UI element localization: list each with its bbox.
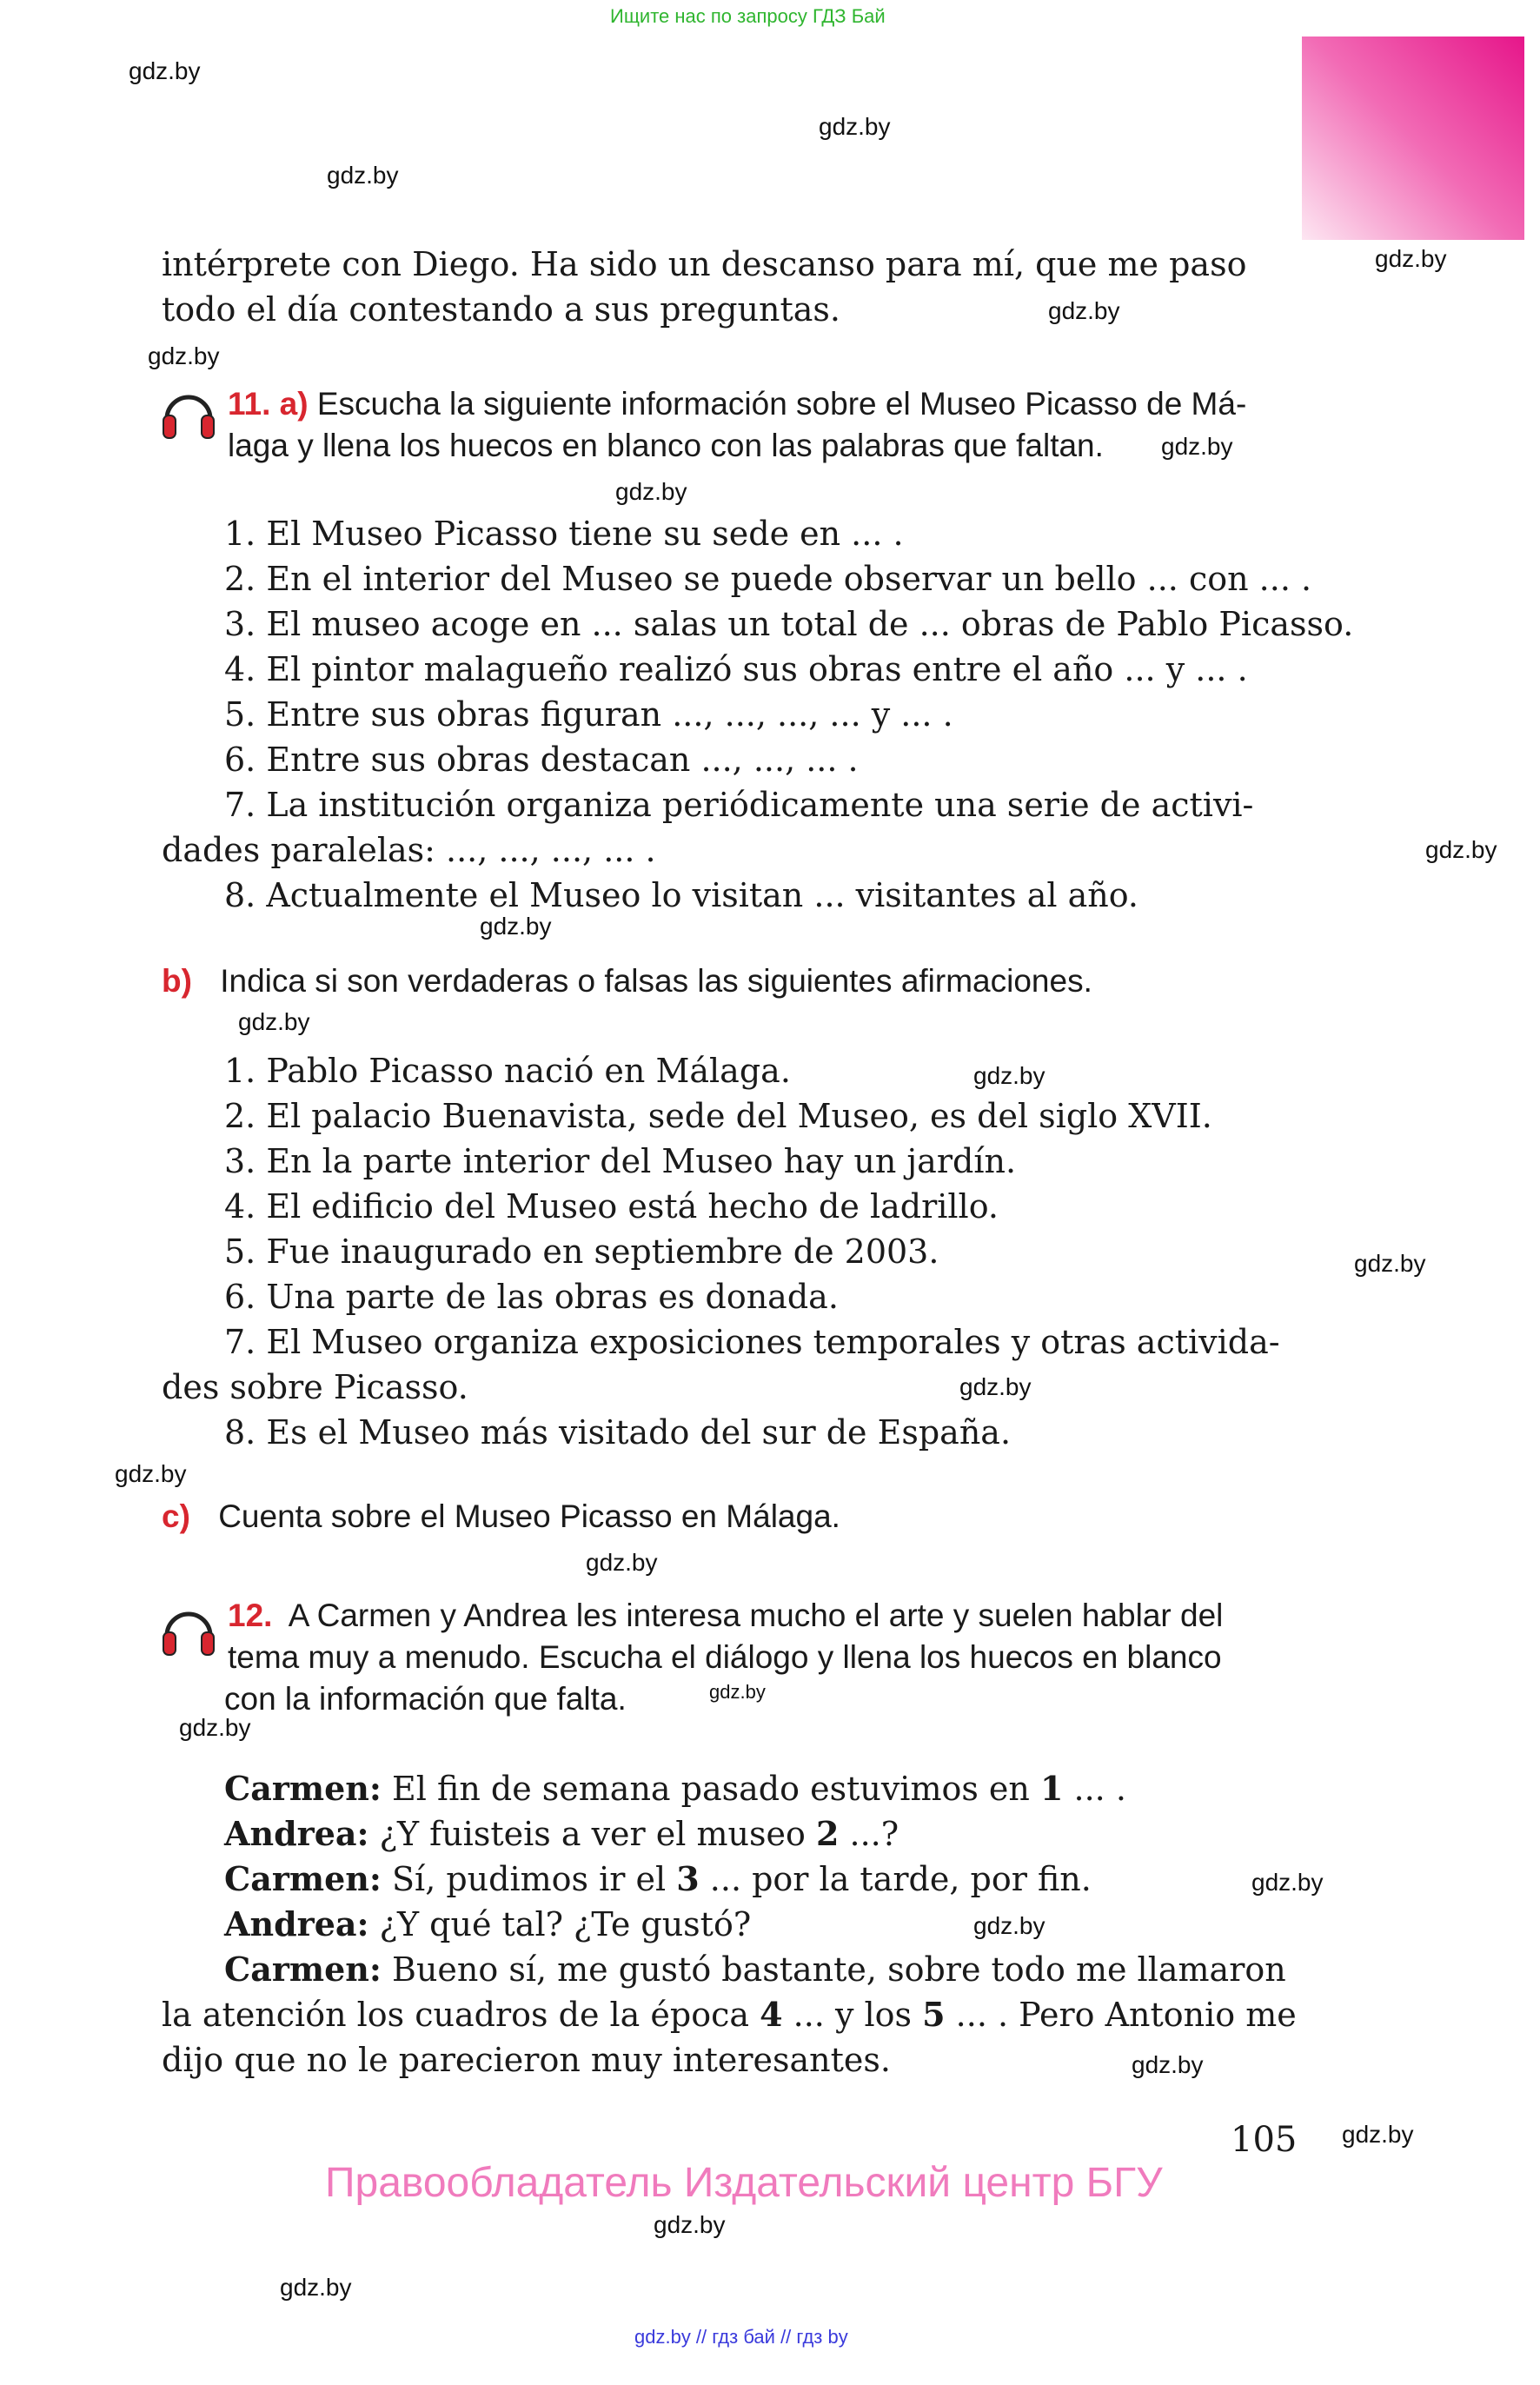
ex11b-item: 8. Es el Museo más visitado del sur de España. [224,1413,1012,1452]
speaker: Carmen: [224,1859,382,1898]
ex11b-label: b) [162,963,192,999]
ex11b-item: 5. Fue inaugurado en septiembre de 2003. [224,1232,939,1271]
bottom-links[interactable]: gdz.by // гдз бай // гдз by [634,2326,848,2348]
speaker: Andrea: [224,1904,369,1943]
dialog-line [162,1992,1297,2037]
watermark: gdz.by [327,162,399,189]
ex12-instr-line1: A Carmen y Andrea les interesa mucho el arte y suelen hablar del [288,1598,1224,1633]
dialog-text: ... y los [782,1996,923,2034]
dialog-line [224,1811,899,1857]
dialog-line [224,1857,1092,1902]
dialog-line [224,1947,1286,1992]
dialog-text: ... . [1063,1770,1126,1808]
watermark: gdz.by [280,2274,352,2301]
page-number: 105 [1231,2120,1298,2160]
watermark: gdz.by [709,1681,766,1703]
pink-corner-decoration [1302,37,1524,240]
dialog-text: ¿Y fuisteis a ver el museo [368,1815,816,1853]
dialog-text: Bueno sí, me gustó bastante, sobre todo me llamaron [381,1950,1286,1989]
top-banner: Ищите нас по запросу ГДЗ Бай [610,5,886,27]
ex11b-item: 3. En la parte interior del Museo hay un jardín. [224,1142,1017,1180]
watermark: gdz.by [1342,2121,1414,2148]
ex11c-label: c) [162,1498,190,1534]
dialog-text: ¿Y qué tal? ¿Te gustó? [368,1905,752,1943]
gap-number: 3 [676,1859,700,1898]
ex11a-item: 4. El pintor malagueño realizó sus obras entre el año ... y ... . [224,650,1248,688]
speaker: Carmen: [224,1950,382,1989]
speaker: Carmen: [224,1769,382,1808]
gap-number: 4 [760,1995,783,2034]
watermark: gdz.by [1132,2051,1204,2078]
dialog-line [224,1902,751,1947]
footer-rights: Правообладатель Издательский центр БГУ [325,2160,1163,2206]
dialog-text: la atención los cuadros de la época [162,1996,760,2034]
ex11b-instruction [162,963,1092,1000]
watermark: gdz.by [129,57,201,84]
dialog-text: El fin de semana pasado estuvimos en [381,1770,1040,1808]
ex11-number: 11. a) [228,386,309,422]
watermark: gdz.by [148,342,220,369]
watermark: gdz.by [238,1008,310,1035]
ex11b-item: 2. El palacio Buenavista, sede del Museo, es del siglo XVII. [224,1097,1212,1135]
speaker: Andrea: [224,1814,369,1853]
ex11a-item: 1. El Museo Picasso tiene su sede en ... . [224,515,904,553]
gap-number: 2 [815,1814,840,1853]
ex11b-item: 7. El Museo organiza exposiciones temporales y otras activida- [224,1323,1280,1361]
ex11a-item: 8. Actualmente el Museo lo visitan ... visitantes al año. [224,876,1138,914]
watermark: gdz.by [1354,1250,1426,1277]
intro-line: intérprete con Diego. Ha sido un descanso para mí, que me paso [162,245,1247,283]
watermark: gdz.by [615,478,687,505]
headphones-icon[interactable] [160,384,217,442]
watermark: gdz.by [1048,297,1120,324]
watermark: gdz.by [1375,245,1447,272]
watermark: gdz.by [115,1460,187,1487]
ex11b-item: 1. Pablo Picasso nació en Málaga. [224,1052,791,1090]
ex11a-item: 5. Entre sus obras figuran ..., ..., ..., ... y ... . [224,695,953,734]
ex11-instruction [228,386,1246,422]
watermark: gdz.by [480,913,552,940]
intro-line: todo el día contestando a sus preguntas. [162,290,840,329]
headphones-icon[interactable] [160,1601,217,1658]
watermark: gdz.by [819,113,891,140]
watermark: gdz.by [959,1373,1032,1400]
ex11a-item: dades paralelas: ..., ..., ..., ... . [162,831,656,869]
ex11b-item: 4. El edificio del Museo está hecho de ladrillo. [224,1187,999,1226]
ex12-instr-line3: con la información que falta. [224,1681,627,1717]
ex12-instr-line2: tema muy a menudo. Escucha el diálogo y llena los huecos en blanco [228,1639,1222,1675]
watermark: gdz.by [1251,1869,1324,1896]
watermark: gdz.by [654,2211,726,2238]
watermark: gdz.by [973,1062,1045,1089]
dialog-text: ... por la tarde, por fin. [699,1860,1092,1898]
ex11a-item: 7. La institución organiza periódicamente una serie de activi- [224,786,1254,824]
ex11b-instr-text: Indica si son verdaderas o falsas las siguientes afirmaciones. [220,963,1092,999]
dialog-line [224,1766,1126,1811]
dialog-line: dijo que no le parecieron muy interesantes. [162,2041,891,2079]
watermark: gdz.by [179,1714,251,1741]
dialog-text: ... . Pero Antonio me [945,1996,1297,2034]
ex12-number: 12. [228,1598,273,1633]
watermark: gdz.by [1425,836,1497,863]
gap-number: 5 [922,1995,946,2034]
ex11c-instruction [162,1498,840,1535]
ex11b-item: des sobre Picasso. [162,1368,468,1406]
ex11a-item: 6. Entre sus obras destacan ..., ..., ... . [224,741,859,779]
dialog-text: Sí, pudimos ir el [381,1860,677,1898]
ex11c-instr-text: Cuenta sobre el Museo Picasso en Málaga. [218,1498,840,1534]
ex11a-item: 2. En el interior del Museo se puede observar un bello ... con ... . [224,560,1312,598]
ex11-instr-line1: Escucha la siguiente información sobre el Museo Picasso de Má- [316,386,1247,422]
ex11b-item: 6. Una parte de las obras es donada. [224,1278,839,1316]
ex11a-item: 3. El museo acoge en ... salas un total de ... obras de Pablo Picasso. [224,605,1354,643]
watermark: gdz.by [586,1549,658,1576]
watermark: gdz.by [973,1912,1045,1939]
watermark: gdz.by [1161,433,1233,460]
gap-number: 1 [1039,1769,1064,1808]
dialog-text: ...? [839,1815,899,1853]
ex12-instruction [228,1598,1223,1634]
ex11-instr-line2: laga y llena los huecos en blanco con las palabras que faltan. [228,428,1104,463]
